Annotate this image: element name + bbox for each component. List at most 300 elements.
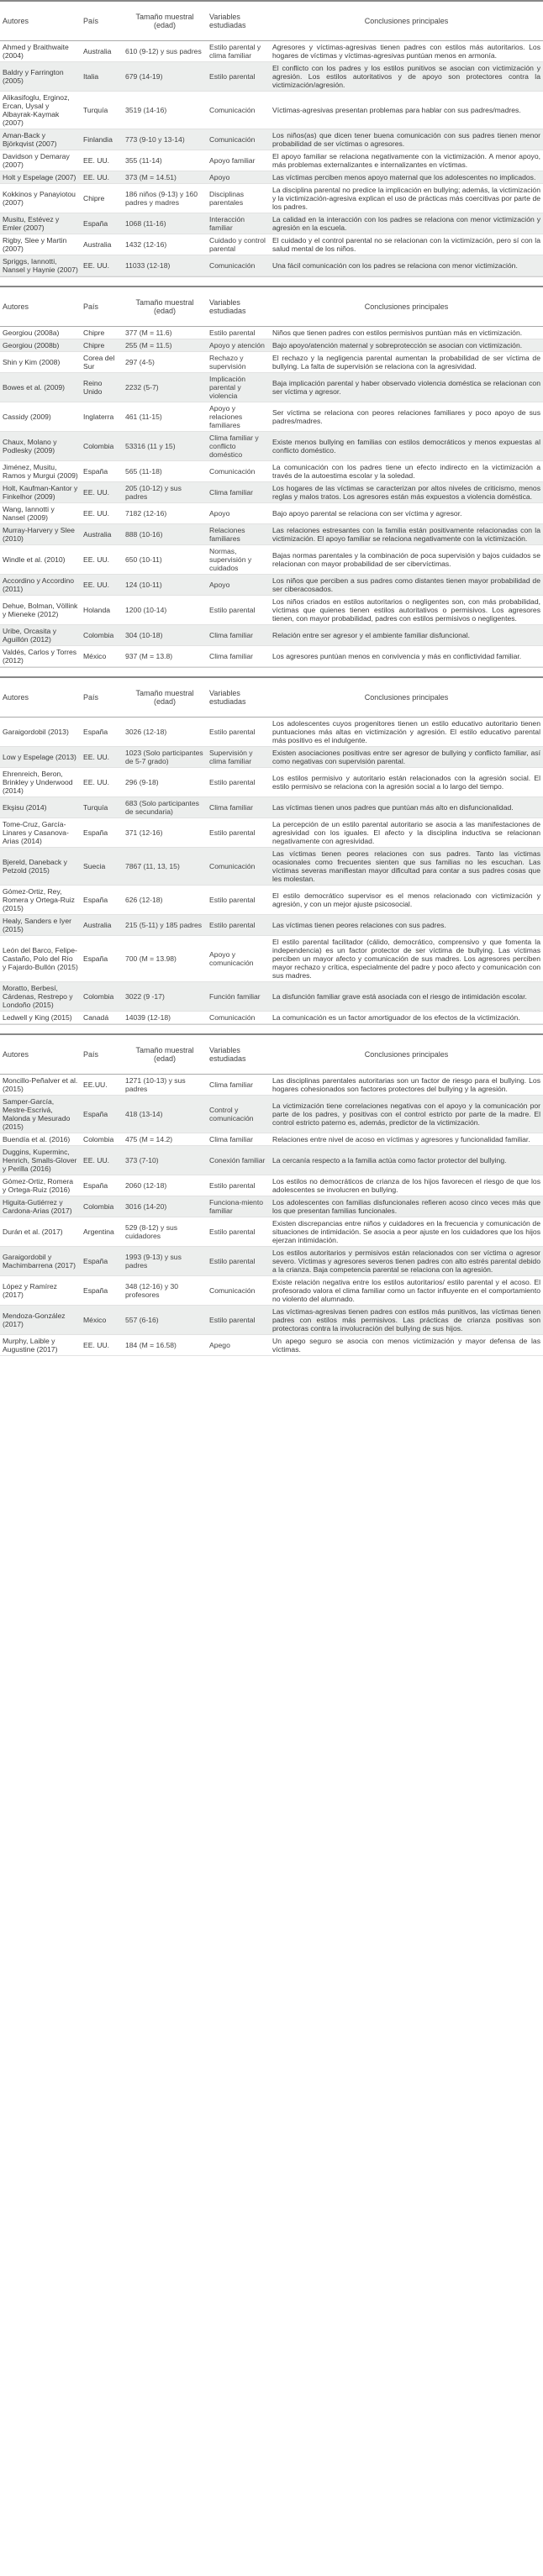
cell-pais: España — [81, 213, 123, 234]
header-autores: Autores — [0, 1034, 81, 1075]
table-row — [0, 797, 543, 818]
cell-conclusiones: El conflicto con los padres y los estilos punitivos se asocian con victimización y agresión. Los estilos autoritativos y de apoyo son protectores contra la victimización/agresión. — [270, 62, 543, 92]
cell-variables: Clima familiar — [207, 646, 270, 667]
cell-variables: Estilo parental — [207, 596, 270, 625]
cell-tamano: 355 (11-14) — [123, 150, 207, 171]
cell-tamano: 461 (11-15) — [123, 402, 207, 432]
cell-variables: Estilo parental — [207, 915, 270, 936]
cell-tamano: 255 (M = 11.5) — [123, 339, 207, 352]
cell-pais: EE. UU. — [81, 575, 123, 596]
cell-tamano: 3022 (9 -17) — [123, 982, 207, 1012]
cell-pais: España — [81, 461, 123, 482]
cell-conclusiones: Agresores y víctimas-agresivas tienen padres con estilos más autoritarios. Los hogares de víctimas y víctimas-agresivas puntúan menos en armonía. — [270, 41, 543, 62]
header-conclusiones: Conclusiones principales — [270, 1, 543, 41]
cell-conclusiones: Niños que tienen padres con estilos permisivos puntúan más en victimización. — [270, 327, 543, 339]
cell-conclusiones: Un apego seguro se asocia con menos victimización y mayor defensa de las víctimas. — [270, 1335, 543, 1356]
cell-tamano: 475 (M = 14.2) — [123, 1133, 207, 1146]
cell-tamano: 124 (10-11) — [123, 575, 207, 596]
cell-tamano: 1993 (9-13) y sus padres — [123, 1247, 207, 1276]
cell-conclusiones: Los niños que perciben a sus padres como distantes tienen mayor probabilidad de ser ciberacosados. — [270, 575, 543, 596]
cell-pais: Colombia — [81, 982, 123, 1012]
table-row — [0, 327, 543, 339]
header-variables: Variables estudiadas — [207, 677, 270, 718]
cell-variables: Comunicación — [207, 1276, 270, 1306]
cell-autores: Windle et al. (2010) — [0, 545, 81, 575]
cell-variables: Estilo parental — [207, 718, 270, 747]
cell-variables: Apoyo y relaciones familiares — [207, 402, 270, 432]
table-row — [0, 1133, 543, 1146]
cell-pais: EE. UU. — [81, 747, 123, 768]
cell-autores: Uribe, Orcasita y Aguillón (2012) — [0, 625, 81, 646]
cell-variables: Comunicación — [207, 255, 270, 276]
cell-tamano: 2232 (5-7) — [123, 373, 207, 402]
header-pais: País — [81, 287, 123, 327]
cell-tamano: 1023 (Solo participantes de 5-7 grado) — [123, 747, 207, 768]
table-row — [0, 171, 543, 184]
table-row — [0, 503, 543, 524]
cell-conclusiones: Los estilos no democráticos de crianza de los hijos favorecen el riesgo de que los adolescentes se involucren en bullying. — [270, 1175, 543, 1196]
cell-tamano: 773 (9-10 y 13-14) — [123, 129, 207, 150]
cell-tamano: 3026 (12-18) — [123, 718, 207, 747]
cell-autores: Durán et al. (2017) — [0, 1217, 81, 1247]
header-tamano: Tamaño muestral (edad) — [123, 1034, 207, 1075]
cell-tamano: 650 (10-11) — [123, 545, 207, 575]
cell-tamano: 2060 (12-18) — [123, 1175, 207, 1196]
cell-pais: EE. UU. — [81, 1146, 123, 1175]
table-row — [0, 1075, 543, 1096]
cell-autores: Murphy, Laible y Augustine (2017) — [0, 1335, 81, 1356]
cell-autores: Baldry y Farrington (2005) — [0, 62, 81, 92]
cell-variables: Estilo parental — [207, 62, 270, 92]
cell-conclusiones: Ser víctima se relaciona con peores relaciones familiares y poco apoyo de sus padres/madres. — [270, 402, 543, 432]
table-row — [0, 718, 543, 747]
cell-variables: Comunicación — [207, 1012, 270, 1024]
cell-pais: EE. UU. — [81, 503, 123, 524]
table-row — [0, 848, 543, 886]
cell-variables: Rechazo y supervisión — [207, 352, 270, 373]
cell-tamano: 11033 (12-18) — [123, 255, 207, 276]
table-header-row — [0, 1, 543, 41]
cell-variables: Control y comunicación — [207, 1096, 270, 1133]
table-row — [0, 150, 543, 171]
cell-pais: Australia — [81, 524, 123, 545]
table-row — [0, 255, 543, 276]
cell-tamano: 53316 (11 y 15) — [123, 432, 207, 461]
cell-tamano: 529 (8-12) y sus cuidadores — [123, 1217, 207, 1247]
cell-variables: Estilo parental — [207, 1175, 270, 1196]
cell-pais: Suecia — [81, 848, 123, 886]
cell-variables: Comunicación — [207, 92, 270, 129]
table-row — [0, 1146, 543, 1175]
cell-conclusiones: Víctimas-agresivas presentan problemas para hablar con sus padres/madres. — [270, 92, 543, 129]
cell-autores: Ledwell y King (2015) — [0, 1012, 81, 1024]
cell-tamano: 1068 (11-16) — [123, 213, 207, 234]
cell-autores: Duggins, Kuperminc, Henrich, Smalls-Glover y Perilla (2016) — [0, 1146, 81, 1175]
cell-conclusiones: Bajo apoyo parental se relaciona con ser víctima y agresor. — [270, 503, 543, 524]
cell-autores: Valdés, Carlos y Torres (2012) — [0, 646, 81, 667]
cell-tamano: 3016 (14-20) — [123, 1196, 207, 1217]
cell-autores: Shin y Kim (2008) — [0, 352, 81, 373]
cell-tamano: 373 (7-10) — [123, 1146, 207, 1175]
header-pais: País — [81, 677, 123, 718]
cell-variables: Estilo parental — [207, 768, 270, 797]
cell-autores: Wang, Iannotti y Nansel (2009) — [0, 503, 81, 524]
table-row — [0, 1217, 543, 1247]
cell-tamano: 1432 (12-16) — [123, 234, 207, 255]
cell-conclusiones: Existe relación negativa entre los estilos autoritarios/ estilo parental y el acoso. El profesorado valora el clima familiar como un factor influyente en el comportamiento no violento del alumnado. — [270, 1276, 543, 1306]
table-header-row — [0, 677, 543, 718]
table-row — [0, 482, 543, 503]
table-separator — [0, 667, 543, 676]
cell-conclusiones: Los adolescentes con familias disfuncionales refieren acoso cinco veces más que los que presentan familias funcionales. — [270, 1196, 543, 1217]
cell-autores: Alikasifoglu, Erginoz, Ercan, Uysal y Albayrak-Kaymak (2007) — [0, 92, 81, 129]
cell-conclusiones: La comunicación es un factor amortiguador de los efectos de la victimización. — [270, 1012, 543, 1024]
cell-autores: Gómez-Ortiz, Rey, Romera y Ortega-Ruiz (2015) — [0, 886, 81, 915]
cell-conclusiones: Los adolescentes cuyos progenitores tienen un estilo educativo autoritario tienen puntuaciones más altas en victimización y agresión. El estilo educativo parental más positivo es el indulgente. — [270, 718, 543, 747]
cell-tamano: 184 (M = 16.58) — [123, 1335, 207, 1356]
table-row — [0, 352, 543, 373]
cell-pais: Australia — [81, 41, 123, 62]
table-row — [0, 1175, 543, 1196]
cell-variables: Relaciones familiares — [207, 524, 270, 545]
table-row — [0, 818, 543, 848]
cell-conclusiones: Los estilos permisivo y autoritario están relacionados con la agresión social. El estilo permisivo se relaciona con la agresión social a lo largo del tiempo. — [270, 768, 543, 797]
cell-pais: Australia — [81, 915, 123, 936]
cell-pais: Turquía — [81, 797, 123, 818]
table-row — [0, 92, 543, 129]
cell-autores: Samper-García, Mestre-Escrivá, Malonda y Mesurado (2015) — [0, 1096, 81, 1133]
cell-variables: Estilo parental y clima familiar — [207, 41, 270, 62]
cell-conclusiones: La disfunción familiar grave está asociada con el riesgo de intimidación escolar. — [270, 982, 543, 1012]
cell-variables: Clima familiar y conflicto doméstico — [207, 432, 270, 461]
table-row — [0, 339, 543, 352]
cell-pais: Colombia — [81, 1196, 123, 1217]
header-pais: País — [81, 1, 123, 41]
cell-conclusiones: Existe menos bullying en familias con estilos democráticos y menos expuestas al conflicto doméstico. — [270, 432, 543, 461]
cell-pais: EE. UU. — [81, 545, 123, 575]
table-row — [0, 62, 543, 92]
cell-conclusiones: Las víctimas-agresivas tienen padres con estilos más punitivos, las víctimas tienen padres con estilos más permisivos. Las prácticas de crianza positivas son protectoras contra la involucración del bullying de sus hijos. — [270, 1306, 543, 1335]
cell-pais: EE. UU. — [81, 255, 123, 276]
cell-conclusiones: Los hogares de las víctimas se caracterizan por altos niveles de criticismo, menos reglas y malos tratos. Los agresores están más expuestos a violencia doméstica. — [270, 482, 543, 503]
cell-autores: Accordino y Accordino (2011) — [0, 575, 81, 596]
table-row — [0, 461, 543, 482]
cell-conclusiones: Las víctimas perciben menos apoyo maternal que los adolescentes no implicados. — [270, 171, 543, 184]
table-row — [0, 915, 543, 936]
cell-variables: Estilo parental — [207, 327, 270, 339]
header-tamano: Tamaño muestral (edad) — [123, 1, 207, 41]
cell-pais: EE. UU. — [81, 482, 123, 503]
results-table-1 — [0, 0, 543, 276]
cell-tamano: 1200 (10-14) — [123, 596, 207, 625]
cell-variables: Clima familiar — [207, 1075, 270, 1096]
table-row — [0, 886, 543, 915]
cell-conclusiones: Existen discrepancias entre niños y cuidadores en la frecuencia y comunicación de situaciones de intimidación. Se asocia a peor ajuste en los cuidadores que los hijos ejerzan intimidación. — [270, 1217, 543, 1247]
cell-pais: Chipre — [81, 339, 123, 352]
cell-tamano: 373 (M = 14.51) — [123, 171, 207, 184]
cell-conclusiones: Relaciones entre nivel de acoso en víctimas y agresores y funcionalidad familiar. — [270, 1133, 543, 1146]
cell-pais: EE.UU. — [81, 1075, 123, 1096]
cell-tamano: 700 (M = 13.98) — [123, 936, 207, 982]
cell-autores: Davidson y Demaray (2007) — [0, 150, 81, 171]
cell-variables: Apoyo — [207, 503, 270, 524]
cell-tamano: 7867 (11, 13, 15) — [123, 848, 207, 886]
cell-conclusiones: Bajas normas parentales y la combinación de poca supervisión y bajos cuidados se relacionan con mayor probabilidad de ser cibervíctimas. — [270, 545, 543, 575]
cell-pais: Italia — [81, 62, 123, 92]
cell-conclusiones: El estilo parental facilitador (cálido, democrático, comprensivo y que fomenta la independencia) es un factor protector de ser víctima de bullying. Las víctimas perciben un mayor afecto y comunicación de sus madres. Los agresores perciben mayor rechazo y crítica, especialmente del padre y poco afecto y comunicación con sus madres. — [270, 936, 543, 982]
cell-autores: Aman-Back y Björkqvist (2007) — [0, 129, 81, 150]
table-row — [0, 936, 543, 982]
cell-tamano: 1271 (10-13) y sus padres — [123, 1075, 207, 1096]
cell-autores: Ehrenreich, Beron, Brinkley y Underwood (2014) — [0, 768, 81, 797]
cell-autores: Garaigordobil y Machimbarrena (2017) — [0, 1247, 81, 1276]
cell-tamano: 7182 (12-16) — [123, 503, 207, 524]
cell-conclusiones: La disciplina parental no predice la implicación en bullying; además, la victimización y la victimización-agresiva explican el uso de prácticas más coercitivas por parte de los padres. — [270, 184, 543, 213]
cell-conclusiones: Las víctimas tienen peores relaciones con sus padres. Tanto las víctimas ocasionales como frecuentes sienten que sus familias no les escuchan. Las víctimas severas manifiestan mayor dificultad para contar a sus padres cosas que les molestan. — [270, 848, 543, 886]
cell-variables: Clima familiar — [207, 482, 270, 503]
cell-autores: López y Ramírez (2017) — [0, 1276, 81, 1306]
cell-conclusiones: El apoyo familiar se relaciona negativamente con la victimización. A menor apoyo, más problemas externalizantes e internalizantes en víctimas. — [270, 150, 543, 171]
cell-variables: Comunicación — [207, 848, 270, 886]
cell-conclusiones: El cuidado y el control parental no se relacionan con la victimización, pero sí con la salud mental de los niños. — [270, 234, 543, 255]
cell-variables: Apoyo familiar — [207, 150, 270, 171]
cell-autores: Musitu, Estévez y Emler (2007) — [0, 213, 81, 234]
cell-autores: Moncillo-Peñalver et al. (2015) — [0, 1075, 81, 1096]
table-row — [0, 1306, 543, 1335]
cell-pais: Chipre — [81, 184, 123, 213]
table-row — [0, 184, 543, 213]
cell-variables: Estilo parental — [207, 1217, 270, 1247]
table-header-row — [0, 287, 543, 327]
cell-variables: Función familiar — [207, 982, 270, 1012]
table-separator — [0, 1024, 543, 1033]
cell-pais: España — [81, 886, 123, 915]
cell-conclusiones: La cercanía respecto a la familia actúa como factor protector del bullying. — [270, 1146, 543, 1175]
cell-pais: España — [81, 718, 123, 747]
table-row — [0, 1247, 543, 1276]
table-row — [0, 646, 543, 667]
table-row — [0, 768, 543, 797]
cell-conclusiones: El estilo democrático supervisor es el menos relacionado con victimización y agresión, y con un mejor ajuste psicosocial. — [270, 886, 543, 915]
header-tamano: Tamaño muestral (edad) — [123, 677, 207, 718]
header-conclusiones: Conclusiones principales — [270, 1034, 543, 1075]
cell-conclusiones: Las disciplinas parentales autoritarias son un factor de riesgo para el bullying. Los hogares cohesionados son factores protectores del bullying y la agresión. — [270, 1075, 543, 1096]
cell-variables: Comunicación — [207, 461, 270, 482]
table-row — [0, 1276, 543, 1306]
cell-autores: Moratto, Berbesí, Cárdenas, Restrepo y Londoño (2015) — [0, 982, 81, 1012]
cell-autores: Rigby, Slee y Martin (2007) — [0, 234, 81, 255]
table-row — [0, 625, 543, 646]
cell-pais: México — [81, 646, 123, 667]
cell-pais: España — [81, 1096, 123, 1133]
cell-conclusiones: La victimización tiene correlaciones negativas con el apoyo y la comunicación por parte de los padres, y positivas con el control estricto por parte de la madre. El control estricto paterno es, además, predictor de la victimización. — [270, 1096, 543, 1133]
cell-tamano: 626 (12-18) — [123, 886, 207, 915]
table-row — [0, 402, 543, 432]
cell-variables: Clima familiar — [207, 1133, 270, 1146]
header-autores: Autores — [0, 677, 81, 718]
cell-autores: Gómez-Ortiz, Romera y Ortega-Ruiz (2016) — [0, 1175, 81, 1196]
cell-tamano: 205 (10-12) y sus padres — [123, 482, 207, 503]
cell-variables: Cuidado y control parental — [207, 234, 270, 255]
cell-variables: Supervisión y clima familiar — [207, 747, 270, 768]
cell-autores: Holt, Kaufman-Kantor y Finkelhor (2009) — [0, 482, 81, 503]
cell-pais: Inglaterra — [81, 402, 123, 432]
cell-conclusiones: Existen asociaciones positivas entre ser agresor de bullying y conflicto familiar, así como negativas con supervisión parental. — [270, 747, 543, 768]
table-separator — [0, 276, 543, 286]
cell-autores: Ekşisu (2014) — [0, 797, 81, 818]
cell-variables: Clima familiar — [207, 625, 270, 646]
cell-pais: Australia — [81, 234, 123, 255]
cell-tamano: 937 (M = 13.8) — [123, 646, 207, 667]
table-row — [0, 596, 543, 625]
cell-autores: Garaigordobil (2013) — [0, 718, 81, 747]
cell-autores: Cassidy (2009) — [0, 402, 81, 432]
cell-variables: Apoyo y atención — [207, 339, 270, 352]
table-row — [0, 41, 543, 62]
header-pais: País — [81, 1034, 123, 1075]
cell-tamano: 3519 (14-16) — [123, 92, 207, 129]
cell-autores: Ahmed y Braithwaite (2004) — [0, 41, 81, 62]
cell-pais: Holanda — [81, 596, 123, 625]
results-table-3 — [0, 676, 543, 1024]
table-row — [0, 432, 543, 461]
cell-variables: Estilo parental — [207, 886, 270, 915]
cell-variables: Estilo parental — [207, 1306, 270, 1335]
header-autores: Autores — [0, 1, 81, 41]
cell-variables: Interacción familiar — [207, 213, 270, 234]
cell-variables: Estilo parental — [207, 818, 270, 848]
header-autores: Autores — [0, 287, 81, 327]
cell-conclusiones: Una fácil comunicación con los padres se relaciona con menor victimización. — [270, 255, 543, 276]
cell-autores: Buendía et al. (2016) — [0, 1133, 81, 1146]
cell-pais: Finlandia — [81, 129, 123, 150]
cell-tamano: 610 (9-12) y sus padres — [123, 41, 207, 62]
cell-pais: España — [81, 818, 123, 848]
cell-tamano: 683 (Solo participantes de secundaria) — [123, 797, 207, 818]
cell-tamano: 348 (12-16) y 30 profesores — [123, 1276, 207, 1306]
cell-autores: Mendoza-González (2017) — [0, 1306, 81, 1335]
cell-variables: Clima familiar — [207, 797, 270, 818]
table-row — [0, 234, 543, 255]
table-row — [0, 1335, 543, 1356]
cell-variables: Estilo parental — [207, 1247, 270, 1276]
cell-autores: Dehue, Bolman, Völlink y Mieneke (2012) — [0, 596, 81, 625]
cell-pais: Argentina — [81, 1217, 123, 1247]
table-row — [0, 213, 543, 234]
cell-variables: Apoyo — [207, 171, 270, 184]
cell-tamano: 215 (5-11) y 185 padres — [123, 915, 207, 936]
results-table-4 — [0, 1033, 543, 1356]
cell-conclusiones: Los estilos autoritarios y permisivos están relacionados con ser víctima o agresor severo. Víctimas y agresores severos tienen padres con alto estrés parental debido a la crianza. Baja competencia parental se relaciona con la agresión. — [270, 1247, 543, 1276]
cell-variables: Funciona-miento familiar — [207, 1196, 270, 1217]
cell-autores: Spriggs, Iannotti, Nansel y Haynie (2007) — [0, 255, 81, 276]
cell-conclusiones: Las víctimas tienen peores relaciones con sus padres. — [270, 915, 543, 936]
cell-variables: Apoyo — [207, 575, 270, 596]
cell-autores: Bowes et al. (2009) — [0, 373, 81, 402]
cell-tamano: 418 (13-14) — [123, 1096, 207, 1133]
table-header-row — [0, 1034, 543, 1075]
cell-tamano: 565 (11-18) — [123, 461, 207, 482]
cell-tamano: 186 niños (9-13) y 160 padres y madres — [123, 184, 207, 213]
cell-pais: España — [81, 1247, 123, 1276]
table-row — [0, 1096, 543, 1133]
cell-conclusiones: Los niños criados en estilos autoritarios o negligentes son, con más probabilidad, víctimas que quienes tienen estilos autoritativos o permisivos. Los agresores tienen, con mayor probabilidad, padres con estilos permisivos o negligentes. — [270, 596, 543, 625]
cell-conclusiones: La calidad en la interacción con los padres se relaciona con menor victimización y agresión en la escuela. — [270, 213, 543, 234]
table-row — [0, 1196, 543, 1217]
header-conclusiones: Conclusiones principales — [270, 287, 543, 327]
cell-tamano: 377 (M = 11.6) — [123, 327, 207, 339]
cell-variables: Apoyo y comunicación — [207, 936, 270, 982]
cell-variables: Disciplinas parentales — [207, 184, 270, 213]
cell-conclusiones: La comunicación con los padres tiene un efecto indirecto en la victimización a través de la autoestima escolar y la soledad. — [270, 461, 543, 482]
cell-pais: Colombia — [81, 1133, 123, 1146]
cell-pais: EE. UU. — [81, 1335, 123, 1356]
cell-pais: EE. UU. — [81, 768, 123, 797]
cell-conclusiones: Relación entre ser agresor y el ambiente familiar disfuncional. — [270, 625, 543, 646]
cell-autores: Chaux, Molano y Podlesky (2009) — [0, 432, 81, 461]
cell-pais: España — [81, 1175, 123, 1196]
cell-conclusiones: Bajo apoyo/atención maternal y sobreprotección se asocian con victimización. — [270, 339, 543, 352]
cell-tamano: 304 (10-18) — [123, 625, 207, 646]
header-conclusiones: Conclusiones principales — [270, 677, 543, 718]
cell-autores: Holt y Espelage (2007) — [0, 171, 81, 184]
cell-variables: Conexión familiar — [207, 1146, 270, 1175]
cell-autores: Murray-Harvery y Slee (2010) — [0, 524, 81, 545]
table-row — [0, 545, 543, 575]
cell-autores: Bjereld, Daneback y Petzold (2015) — [0, 848, 81, 886]
cell-conclusiones: Baja implicación parental y haber observado violencia doméstica se relacionan con ser víctima y agresor. — [270, 373, 543, 402]
cell-pais: EE. UU. — [81, 150, 123, 171]
cell-pais: España — [81, 1276, 123, 1306]
cell-tamano: 888 (10-16) — [123, 524, 207, 545]
cell-conclusiones: El rechazo y la negligencia parental aumentan la probabilidad de ser víctima de bullying. La falta de supervisión se relaciona con la agresividad. — [270, 352, 543, 373]
table-row — [0, 1012, 543, 1024]
table-row — [0, 373, 543, 402]
cell-pais: EE. UU. — [81, 171, 123, 184]
cell-autores: Georgiou (2008b) — [0, 339, 81, 352]
table-row — [0, 747, 543, 768]
cell-tamano: 297 (4-5) — [123, 352, 207, 373]
cell-pais: España — [81, 936, 123, 982]
cell-conclusiones: Los agresores puntúan menos en convivencia y más en conflictividad familiar. — [270, 646, 543, 667]
cell-pais: Turquía — [81, 92, 123, 129]
cell-pais: Canadá — [81, 1012, 123, 1024]
header-variables: Variables estudiadas — [207, 1, 270, 41]
cell-conclusiones: Los niños(as) que dicen tener buena comunicación con sus padres tienen menor probabilidad de ser víctimas o agresores. — [270, 129, 543, 150]
table-row — [0, 575, 543, 596]
cell-conclusiones: Las víctimas tienen unos padres que puntúan más alto en disfuncionalidad. — [270, 797, 543, 818]
cell-autores: Low y Espelage (2013) — [0, 747, 81, 768]
cell-pais: México — [81, 1306, 123, 1335]
cell-autores: Kokkinos y Panayiotou (2007) — [0, 184, 81, 213]
cell-conclusiones: La percepción de un estilo parental autoritario se asocia a las manifestaciones de agresividad con los iguales. El afecto y la disciplina inductiva se relacionan negativamente con agresividad. — [270, 818, 543, 848]
cell-variables: Apego — [207, 1335, 270, 1356]
cell-autores: Georgiou (2008a) — [0, 327, 81, 339]
cell-tamano: 296 (9-18) — [123, 768, 207, 797]
cell-tamano: 557 (6-16) — [123, 1306, 207, 1335]
header-tamano: Tamaño muestral (edad) — [123, 287, 207, 327]
cell-variables: Implicación parental y violencia — [207, 373, 270, 402]
cell-autores: Higuita-Gutiérrez y Cardona-Arias (2017) — [0, 1196, 81, 1217]
cell-variables: Normas, supervisión y cuidados — [207, 545, 270, 575]
cell-autores: Healy, Sanders e Iyer (2015) — [0, 915, 81, 936]
cell-pais: Corea del Sur — [81, 352, 123, 373]
cell-autores: León del Barco, Felipe-Castaño, Polo del Río y Fajardo-Bullón (2015) — [0, 936, 81, 982]
cell-tamano: 679 (14-19) — [123, 62, 207, 92]
table-row — [0, 129, 543, 150]
cell-pais: Reino Unido — [81, 373, 123, 402]
cell-pais: Chipre — [81, 327, 123, 339]
